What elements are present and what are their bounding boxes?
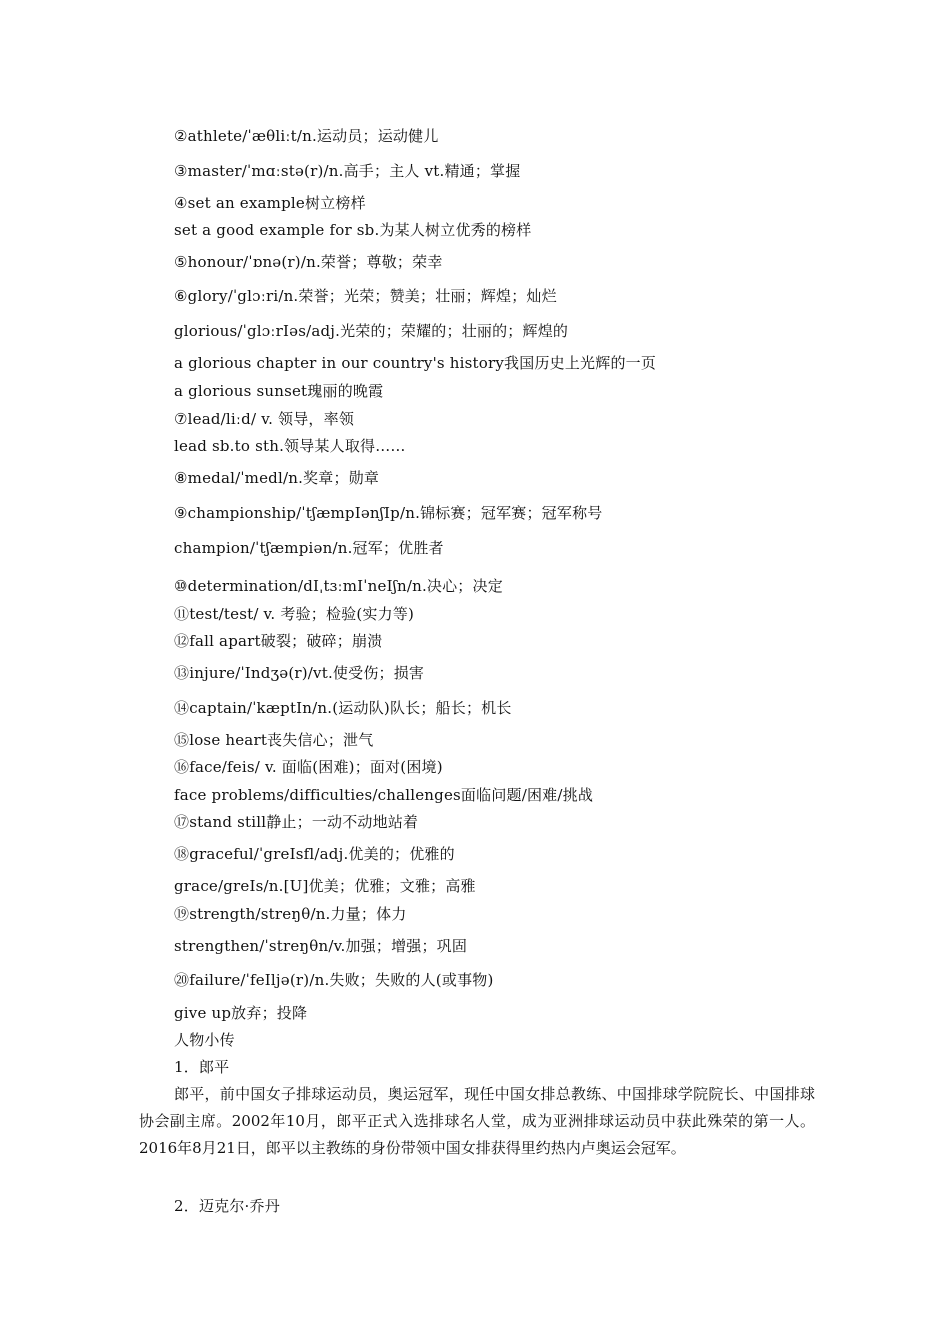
vocab-line: strengthen/ˈstreŋθn/v.加强；增强；巩固 [174, 937, 468, 955]
vocab-line: ⑪test/test/ v. 考验；检验(实力等) [174, 605, 415, 623]
vocab-line: ⑬injure/ˈIndʒə(r)/vt.使受伤；损害 [174, 664, 425, 682]
vocab-line: ⑫fall apart破裂；破碎；崩溃 [174, 632, 383, 650]
vocab-line: ⑯face/feis/ v. 面临(困难)；面对(困境) [174, 758, 443, 776]
vocab-line: ⑥glory/ˈglɔːri/n.荣誉；光荣；赞美；壮丽；辉煌；灿烂 [174, 287, 557, 305]
vocab-line: ⑳failure/ˈfeIljə(r)/n.失败；失败的人(或事物) [174, 971, 494, 989]
vocab-line: ⑲strength/streŋθ/n.力量；体力 [174, 905, 407, 923]
vocab-line: ⑰stand still静止；一动不动地站着 [174, 813, 419, 831]
vocab-line: ⑱graceful/ˈgreIsfl/adj.优美的；优雅的 [174, 845, 455, 863]
vocab-line: ⑨championship/ˈtʃæmpIənʃIp/n.锦标赛；冠军赛；冠军称号 [174, 504, 603, 522]
vocab-line: ②athlete/ˈæθliːt/n.运动员；运动健儿 [174, 127, 439, 145]
vocab-line: ⑤honour/ˈɒnə(r)/n.荣誉；尊敬；荣幸 [174, 253, 443, 271]
vocab-line: ④set an example树立榜样 [174, 194, 366, 212]
vocab-line: face problems/difficulties/challenges面临问题/困难/挑战 [174, 786, 594, 804]
vocab-line: ⑩determination/dIˌtɜːmIˈneIʃn/n.决心；决定 [174, 577, 503, 595]
section-title: 人物小传 [174, 1031, 235, 1049]
vocab-line: a glorious chapter in our country's history我国历史上光辉的一页 [174, 354, 657, 372]
vocab-line: ⑮lose heart丧失信心；泄气 [174, 731, 374, 749]
vocab-line: grace/greIs/n.[U]优美；优雅；文雅；高雅 [174, 877, 476, 895]
item-heading: 1．郎平 [174, 1058, 230, 1076]
vocab-line: ⑭captain/ˈkæptIn/n.(运动队)队长；船长；机长 [174, 699, 512, 717]
vocab-line: glorious/ˈglɔːrIəs/adj.光荣的；荣耀的；壮丽的；辉煌的 [174, 322, 569, 340]
vocab-line: ⑦lead/liːd/ v. 领导，率领 [174, 410, 355, 428]
vocab-line: a glorious sunset瑰丽的晚霞 [174, 382, 384, 400]
vocab-line: champion/ˈtʃæmpiən/n.冠军；优胜者 [174, 539, 444, 557]
vocab-line: lead sb.to sth.领导某人取得…… [174, 437, 406, 455]
vocab-line: set a good example for sb.为某人树立优秀的榜样 [174, 221, 532, 239]
vocab-line: ③master/ˈmɑːstə(r)/n.高手；主人 vt.精通；掌握 [174, 162, 521, 180]
item-heading: 2．迈克尔·乔丹 [174, 1197, 280, 1215]
biography-paragraph: 郎平，前中国女子排球运动员，奥运冠军，现任中国女排总教练、中国排球学院院长、中国排球协会副主席。2002年10月，郎平正式入选排球名人堂，成为亚洲排球运动员中获此殊荣的第一人。2016年8月21日，郎平以主教练的身份带领中国女排获得里约热内卢奥运会冠军。 [139, 1085, 815, 1157]
vocab-line: ⑧medal/ˈmedl/n.奖章；勋章 [174, 469, 380, 487]
vocab-line: give up放弃；投降 [174, 1004, 308, 1022]
